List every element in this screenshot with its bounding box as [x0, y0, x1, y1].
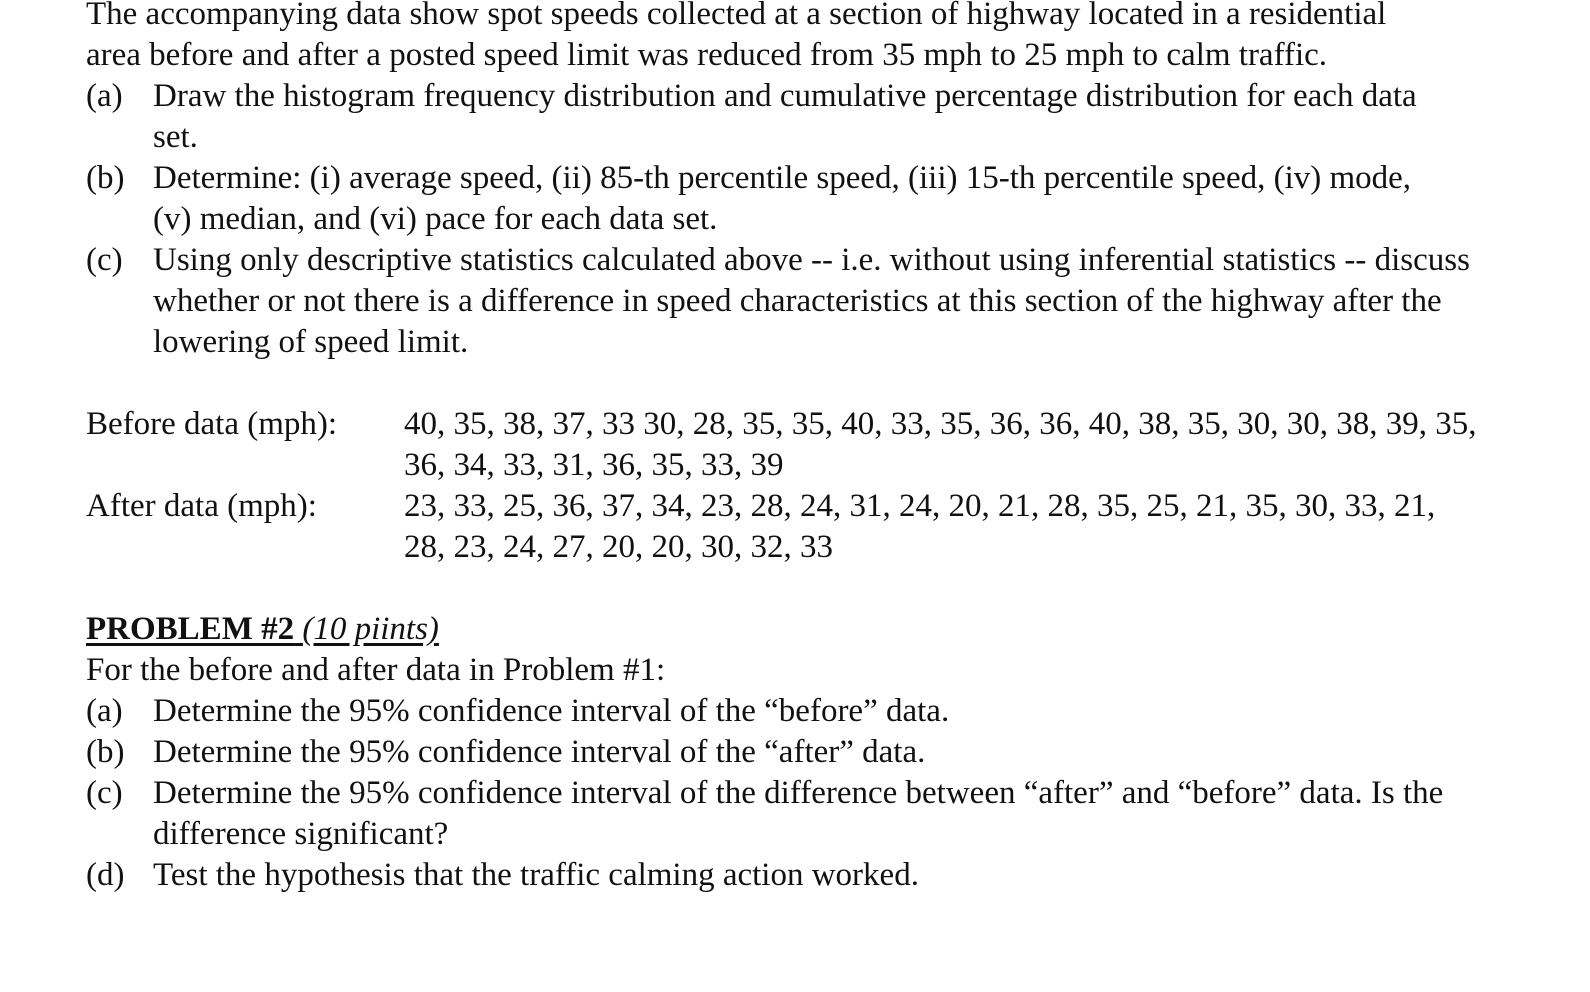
item-text: Determine the 95% confidence interval of the difference between “after” and “before” data. Is the difference significant? — [153, 775, 1444, 852]
before-data-row — [86, 404, 1566, 486]
problem2-heading — [86, 609, 1566, 650]
problem2-number: PROBLEM #2 — [86, 611, 295, 647]
before-data-values: 40, 35, 38, 37, 33 30, 28, 35, 35, 40, 33, 35, 36, 36, 40, 38, 35, 30, 30, 38, 39, 35, 36, 34, 33, 31, 36, 35, 33, 39 — [404, 406, 1477, 483]
item-text: Determine the 95% confidence interval of the “before” data. — [153, 693, 950, 729]
item-text: Draw the histogram frequency distribution and cumulative percentage distribution for each data set. — [153, 78, 1417, 155]
document-page — [86, 0, 1566, 896]
problem2-points: (10 piints) — [302, 611, 439, 647]
problem2-section — [86, 609, 1566, 896]
problem2-item-a — [86, 691, 1566, 732]
item-text: Determine: (i) average speed, (ii) 85-th percentile speed, (iii) 15-th percentile speed, (iv) mode, (v) median, and (vi) pace for each data set. — [153, 160, 1412, 237]
problem1-intro: The accompanying data show spot speeds collected at a section of highway located in a residential area before and after a posted speed limit was reduced from 35 mph to 25 mph to calm traffic. — [86, 0, 1387, 73]
problem2-items — [86, 691, 1566, 896]
item-marker: (a) — [86, 693, 123, 729]
item-marker: (c) — [86, 775, 123, 811]
problem2-item-c — [86, 773, 1483, 855]
item-text: Determine the 95% confidence interval of the “after” data. — [153, 734, 926, 770]
problem2-intro: For the before and after data in Problem #1: — [86, 652, 666, 688]
item-text: Using only descriptive statistics calculated above -- i.e. without using inferential statistics -- discuss whether or not there is a difference in speed characteristics at this section of the highway after the lowering of speed limit. — [153, 242, 1470, 360]
after-data-values: 23, 33, 25, 36, 37, 34, 23, 28, 24, 31, 24, 20, 21, 28, 35, 25, 21, 35, 30, 33, 21, 28, 23, 24, 27, 20, 20, 30, 32, 33 — [404, 488, 1436, 565]
item-marker: (b) — [86, 160, 125, 196]
problem2-item-d — [86, 855, 1566, 896]
problem1-item-b — [86, 158, 1433, 240]
after-data-label: After data (mph): — [86, 488, 317, 524]
item-marker: (c) — [86, 242, 123, 278]
before-data-label: Before data (mph): — [86, 406, 338, 442]
item-marker: (b) — [86, 734, 125, 770]
item-marker: (d) — [86, 857, 125, 893]
after-data-row — [86, 486, 1566, 568]
item-text: Test the hypothesis that the traffic calming action worked. — [153, 857, 919, 893]
problem1-item-a — [86, 76, 1453, 158]
problem1-items — [86, 76, 1566, 363]
problem2-item-b — [86, 732, 1566, 773]
problem1-item-c — [86, 240, 1483, 363]
item-marker: (a) — [86, 78, 123, 114]
